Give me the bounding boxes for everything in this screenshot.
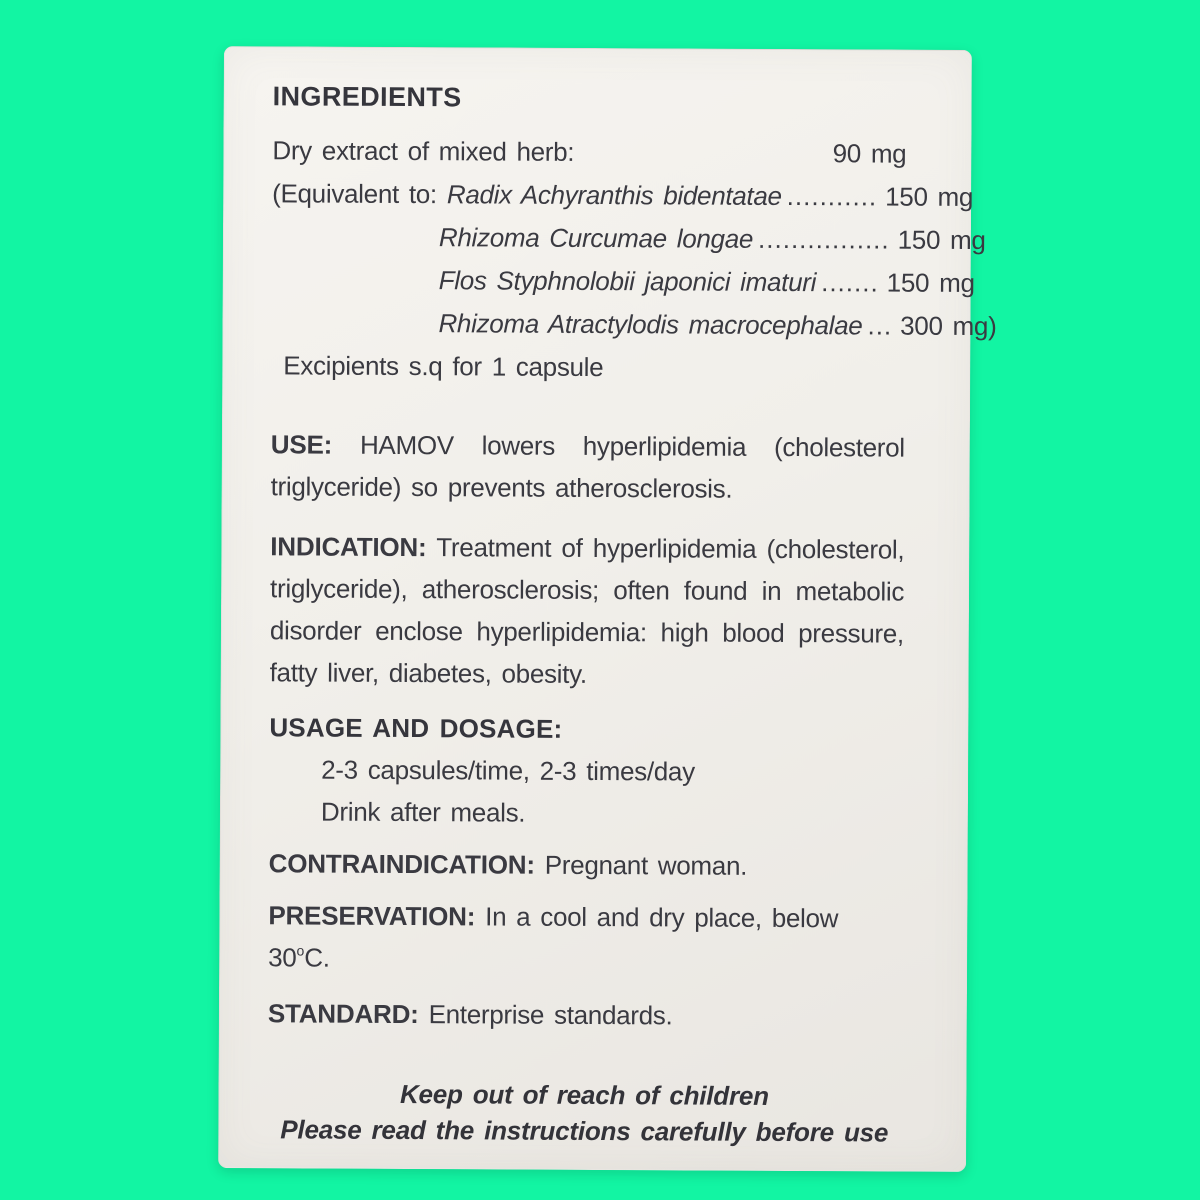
use-text: HAMOV lowers hyperlipidemia (cholesterol triglyceride) so prevents atherosclerosis. bbox=[270, 429, 905, 504]
ingredient-row-main bbox=[272, 129, 906, 175]
dosage-line: 2-3 capsules/time, 2-3 times/day bbox=[321, 754, 695, 787]
contraindication-text: Pregnant woman. bbox=[544, 849, 748, 881]
standard-label: STANDARD: bbox=[267, 998, 419, 1030]
preservation-label: PRESERVATION: bbox=[268, 900, 476, 932]
use-label: USE: bbox=[270, 429, 333, 460]
dosage-line: Drink after meals. bbox=[320, 796, 526, 828]
herb-name: Rhizoma Atractylodis macrocephalae bbox=[438, 308, 863, 341]
herb-name: Flos Styphnolobii japonici imaturi bbox=[438, 265, 817, 298]
contraindication-label: CONTRAINDICATION: bbox=[268, 848, 535, 880]
medicine-box-back-panel bbox=[218, 46, 997, 1172]
indication-text: Treatment of hyperlipidemia (cholesterol, triglyceride), atherosclerosis; often found in metabolic disorder enclose hyperlipidemia: high blood pressure, fatty liver, diabetes, obesity. bbox=[269, 532, 905, 689]
indication-paragraph bbox=[270, 525, 905, 696]
temperature-unit: C. bbox=[304, 942, 330, 973]
herb-row bbox=[272, 172, 974, 218]
contraindication-line bbox=[269, 842, 903, 887]
herb-amount: 150 mg bbox=[897, 224, 986, 256]
dot-leader: ........... bbox=[786, 180, 878, 212]
preservation-text: In a cool and dry place, below 30 bbox=[268, 901, 839, 973]
use-paragraph bbox=[271, 423, 905, 510]
dot-leader: ....... bbox=[821, 267, 879, 298]
preservation-line bbox=[268, 894, 902, 985]
excipients-line: Excipients s.q for 1 capsule bbox=[283, 350, 604, 383]
herb-name: Radix Achyranthis bidentatae bbox=[446, 179, 782, 211]
degree-symbol: o bbox=[296, 942, 305, 959]
herb-row bbox=[272, 258, 975, 304]
warning-children: Keep out of reach of children bbox=[399, 1078, 769, 1111]
warnings-block bbox=[267, 1075, 901, 1150]
dot-leader: ... bbox=[867, 310, 893, 341]
equivalent-prefix: (Equivalent to: bbox=[272, 178, 437, 210]
ingredient-amount: 90 mg bbox=[832, 138, 907, 169]
herb-row bbox=[272, 215, 986, 261]
herb-name: Rhizoma Curcumae longae bbox=[438, 222, 754, 254]
dot-leader: ................ bbox=[758, 223, 890, 255]
ingredients-heading: INGREDIENTS bbox=[272, 81, 462, 113]
herb-amount: 300 mg) bbox=[900, 310, 997, 342]
ingredient-name: Dry extract of mixed herb: bbox=[272, 135, 575, 167]
usage-dosage-heading: USAGE AND DOSAGE: bbox=[269, 712, 563, 744]
indication-label: INDICATION: bbox=[270, 531, 427, 563]
warning-read-instructions: Please read the instructions carefully before use bbox=[280, 1114, 889, 1148]
herb-row bbox=[271, 301, 997, 347]
herb-amount: 150 mg bbox=[885, 181, 974, 212]
herb-amount: 150 mg bbox=[886, 267, 975, 298]
standard-text: Enterprise standards. bbox=[428, 999, 673, 1031]
standard-line bbox=[268, 992, 902, 1037]
